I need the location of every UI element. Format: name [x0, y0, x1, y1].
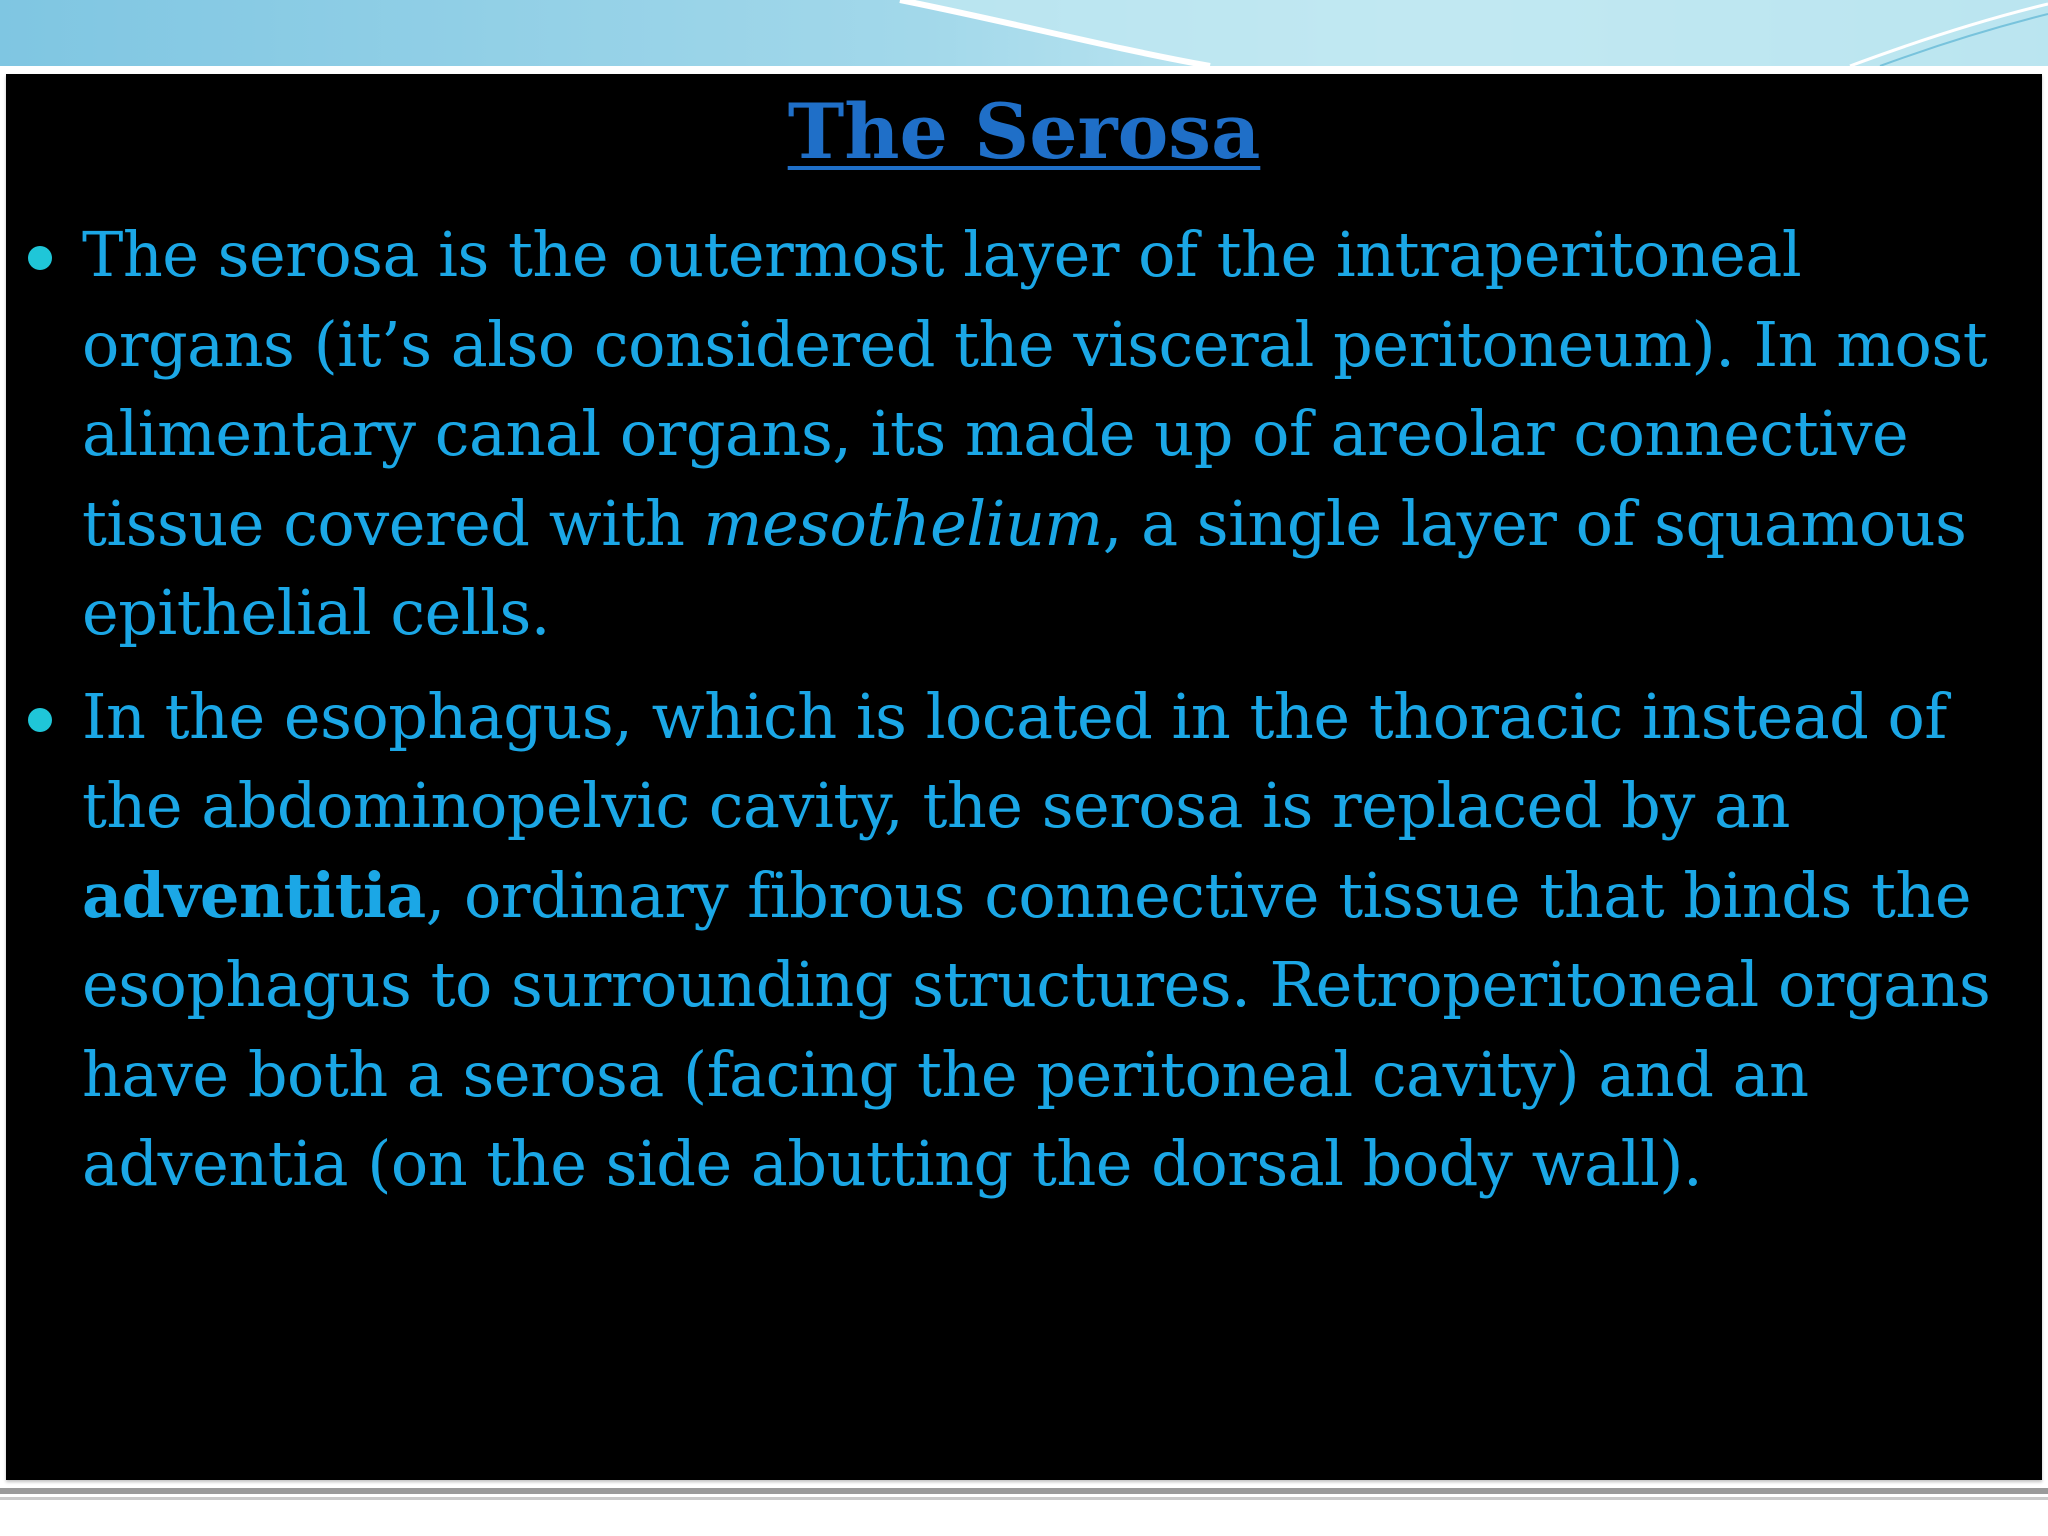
bullet-icon [28, 246, 52, 270]
bullet1-text: The serosa is the outermost layer of the intraperitoneal organs (it’s also considered the visceral peritoneum). In most alimentary canal organs, its made up of areolar connective tissue covered with [82, 218, 1988, 560]
bullet2-text-end: , ordinary fibrous connective tissue that binds the esophagus to surrounding structures. Retroperitoneal organs have both a serosa (facing the peritoneal cavity) and an adventia (on the side abutting the dorsal body wall). [82, 858, 1991, 1200]
bullet2-bold-term: adventitia [82, 858, 426, 932]
bullet1-text-end: , a single layer of squamous epithelial cells. [82, 486, 1967, 649]
bullet1-italic-term: mesothelium [703, 486, 1103, 560]
bullet2-text: In the esophagus, which is located in the thoracic instead of the abdominopelvic cavity, the serosa is replaced by an [82, 679, 1947, 842]
bullet-icon [28, 708, 52, 732]
slide-title: The Serosa [787, 87, 1261, 176]
bottom-divider [0, 1488, 2048, 1494]
bottom-divider-light [0, 1497, 2048, 1500]
bullet-item-serosa [20, 210, 2020, 658]
bullet-list [20, 210, 2020, 1209]
bullet-item-esophagus [20, 672, 2020, 1209]
top-decorative-band [0, 0, 2048, 66]
wave-decoration [0, 0, 2048, 66]
